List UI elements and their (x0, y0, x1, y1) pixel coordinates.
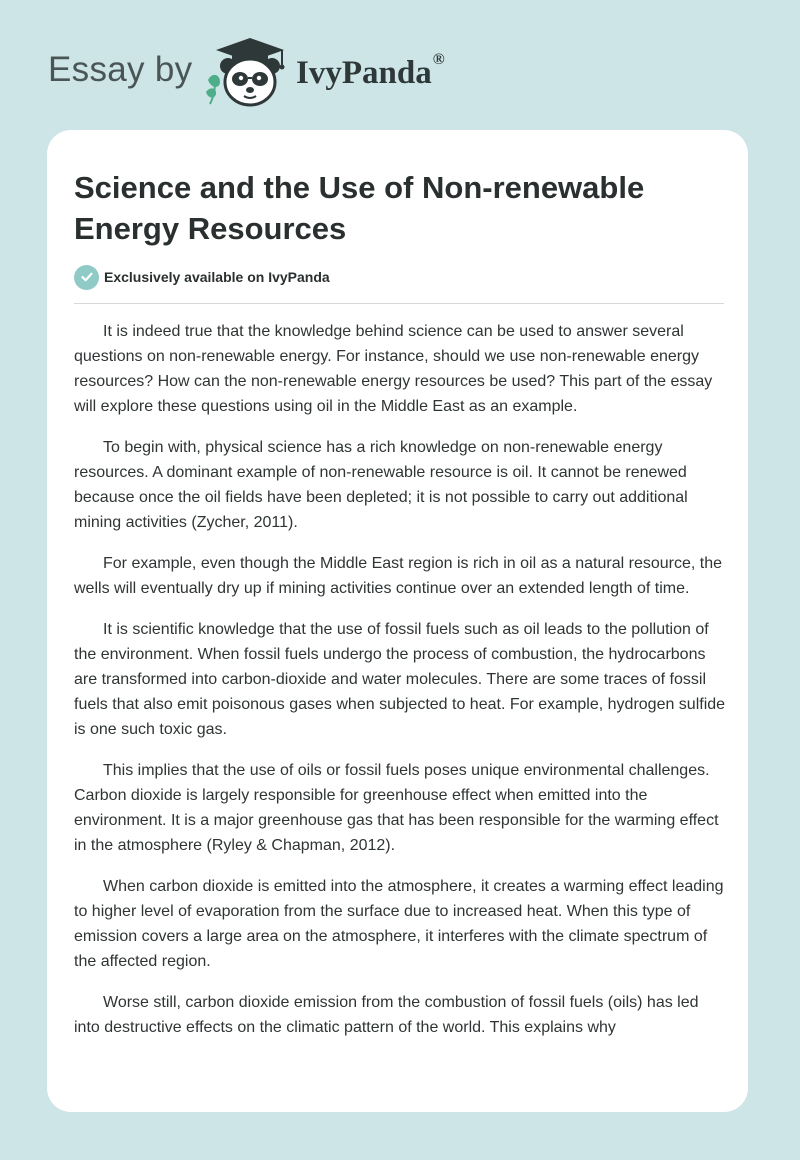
check-icon (74, 265, 99, 290)
paragraph: Worse still, carbon dioxide emission from the combustion of fossil fuels (oils) has led into destructive effects on the climatic pattern of the world. This explains why (74, 994, 699, 1036)
ivypanda-logo-icon (198, 36, 294, 108)
registered-mark: ® (432, 51, 445, 68)
brand-text: IvyPanda (296, 55, 432, 91)
essay-body (74, 319, 726, 1056)
essay-by-label: Essay by (48, 50, 193, 89)
divider (74, 303, 724, 304)
paragraph: When carbon dioxide is emitted into the atmosphere, it creates a warming effect leading to higher level of evaporation from the surface due to increased heat. When this type of emission covers a large area on the atmosphere, it interferes with the climate spectrum of the affected region. (74, 878, 724, 970)
exclusive-badge (74, 264, 330, 290)
essay-card (47, 130, 748, 1112)
paragraph: It is scientific knowledge that the use of fossil fuels such as oil leads to the pollution of the environment. When fossil fuels undergo the process of combustion, the hydrocarbons are transformed into carbon-dioxide and water molecules. There are some traces of fossil fuels that also emit poisonous gases when subjected to heat. For example, hydrogen sulfide is one such toxic gas. (74, 621, 726, 738)
paragraph: For example, even though the Middle East region is rich in oil as a natural resource, the wells will eventually dry up if mining activities continue over an extended length of time. (74, 555, 722, 597)
paragraph: This implies that the use of oils or fossil fuels poses unique environmental challenges. Carbon dioxide is largely responsible for greenhouse effect when emitted into the environment. It is a major greenhouse gas that has been responsible for the warming effect in the atmosphere (Ryley & Chapman, 2012). (74, 762, 719, 854)
essay-title: Science and the Use of Non-renewable Energy Resources (74, 170, 645, 246)
exclusive-badge-label: Exclusively available on IvyPanda (104, 269, 330, 285)
paragraph: To begin with, physical science has a rich knowledge on non-renewable energy resources. A dominant example of non-renewable resource is oil. It cannot be renewed because once the oil fields have been depleted; it is not possible to carry out additional mining activities (Zycher, 2011). (74, 439, 688, 531)
paragraph: It is indeed true that the knowledge behind science can be used to answer several questions on non-renewable energy. For instance, should we use non-renewable energy resources? How can the non-renewable energy resources be used? This part of the essay will explore these questions using oil in the Middle East as an example. (74, 323, 713, 415)
brand-name[interactable] (296, 51, 445, 92)
site-header (0, 0, 800, 130)
